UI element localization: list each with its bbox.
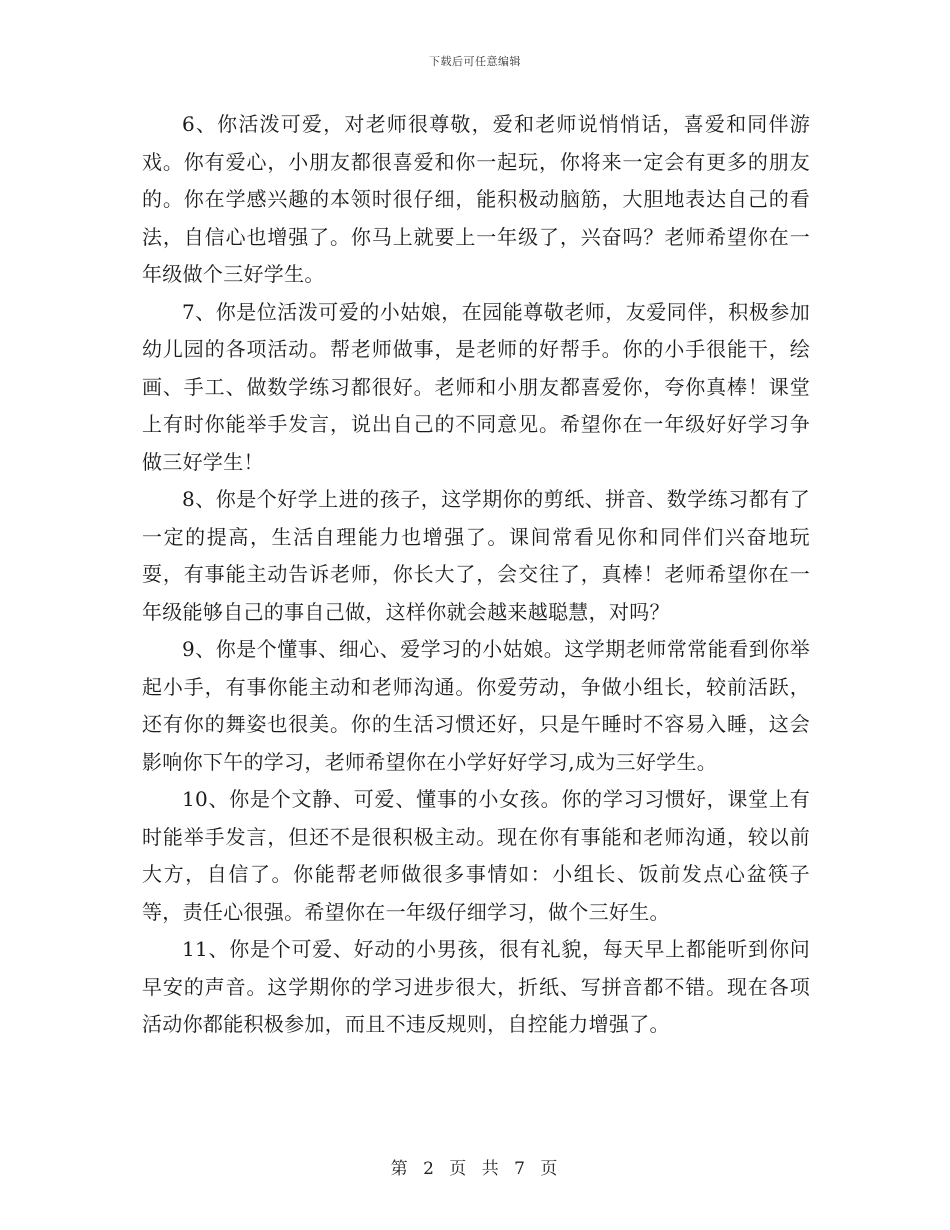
comment-paragraph-7: 7、你是位活泼可爱的小姑娘，在园能尊敬老师，友爱同伴，积极参加幼儿园的各项活动。帮老师做事，是老师的好帮手。你的小手很能干，绘画、手工、做数学练习都很好。老师和小朋友都喜爱你，夸你真棒！课堂上有时你能举手发言，说出自己的不同意见。希望你在一年级好好学习争做三好学生！ (142, 299, 810, 474)
comment-paragraph-8: 8、你是个好学上进的孩子，这学期你的剪纸、拼音、数学练习都有了一定的提高，生活自理能力也增强了。课间常看见你和同伴们兴奋地玩耍，有事能主动告诉老师，你长大了，会交往了，真棒！老师希望你在一年级能够自己的事自己做，这样你就会越来越聪慧，对吗？ (142, 487, 810, 624)
comment-paragraph-11: 11、你是个可爱、好动的小男孩，很有礼貌，每天早上都能听到你问早安的声音。这学期你的学习进步很大，折纸、写拼音都不错。现在各项活动你都能积极参加，而且不违反规则，自控能力增强了。 (142, 937, 810, 1036)
document-body (142, 106, 810, 1044)
comment-paragraph-6: 6、你活泼可爱，对老师很尊敬，爱和老师说悄悄话，喜爱和同伴游戏。你有爱心，小朋友都很喜爱和你一起玩，你将来一定会有更多的朋友的。你在学感兴趣的本领时很仔细，能积极动脑筋，大胆地表达自己的看法，自信心也增强了。你马上就要上一年级了，兴奋吗？老师希望你在一年级做个三好学生。 (142, 112, 810, 286)
page-header: 下载后可任意编辑 (429, 55, 521, 68)
page-number-footer: 第 2 页 共 7 页 (390, 1159, 560, 1179)
comment-paragraph-10: 10、你是个文静、可爱、懂事的小女孩。你的学习习惯好，课堂上有时能举手发言，但还不是很积极主动。现在你有事能和老师沟通，较以前大方，自信了。你能帮老师做很多事情如：小组长、饭前发点心盆筷子等，责任心很强。希望你在一年级仔细学习，做个三好生。 (142, 787, 810, 924)
comment-paragraph-9: 9、你是个懂事、细心、爱学习的小姑娘。这学期老师常常能看到你举起小手，有事你能主动和老师沟通。你爱劳动，争做小组长，较前活跃，还有你的舞姿也很美。你的生活习惯还好，只是午睡时不容易入睡，这会影响你下午的学习，老师希望你在小学好好学习,成为三好学生。 (142, 637, 810, 774)
